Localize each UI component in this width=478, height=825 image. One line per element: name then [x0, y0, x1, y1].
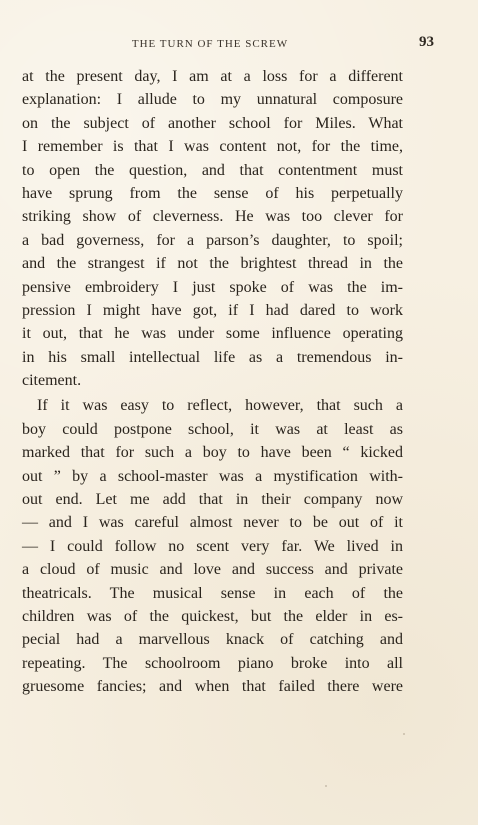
paper-speck — [403, 733, 405, 735]
text-line: I remember is that I was content not, for the time, — [22, 138, 403, 156]
text-line: in his small intellectual life as a tremendous in- — [22, 348, 403, 366]
text-line: to open the question, and that contentment must — [22, 161, 403, 179]
text-line: — I could follow no scent very far. We lived in — [22, 537, 403, 555]
text-line: pression I might have got, if I had dared to work — [22, 301, 403, 319]
running-head: THE TURN OF THE SCREW — [131, 38, 289, 50]
text-line: striking show of cleverness. He was too clever for — [22, 208, 403, 226]
text-line: — and I was careful almost never to be out of it — [22, 514, 403, 532]
text-line: pensive embroidery I just spoke of was the im- — [22, 278, 403, 296]
text-line: If it was easy to reflect, however, that such a — [37, 397, 403, 415]
text-line: gruesome fancies; and when that failed there were — [22, 678, 403, 696]
text-line: and the strangest if not the brightest thread in the — [22, 255, 403, 273]
paper-speck — [325, 785, 327, 787]
paragraph-1 — [22, 65, 403, 392]
text-line: repeating. The schoolroom piano broke into all — [22, 654, 403, 672]
text-line: citement. — [22, 372, 82, 390]
text-line: a cloud of music and love and success and private — [22, 561, 403, 579]
text-line: it out, that he was under some influence operating — [22, 325, 403, 343]
page-number: 93 — [419, 34, 434, 50]
text-line: boy could postpone school, it was at least as — [22, 420, 403, 438]
body-text — [22, 65, 403, 699]
text-line: theatricals. The musical sense in each of the — [22, 584, 403, 602]
text-line: children was of the quickest, but the elder in es- — [22, 607, 403, 625]
text-line: on the subject of another school for Miles. What — [22, 114, 403, 132]
paragraph-2 — [22, 394, 403, 698]
text-line: have sprung from the sense of his perpetually — [22, 184, 403, 202]
text-line: a bad governess, for a parson’s daughter, to spoil; — [22, 231, 403, 249]
text-line: explanation: I allude to my unnatural composure — [22, 91, 403, 109]
text-line: marked that for such a boy to have been “ kicked — [22, 444, 403, 462]
text-line: pecial had a marvellous knack of catching and — [22, 631, 403, 649]
text-line: out ” by a school-master was a mystification with- — [22, 467, 403, 485]
text-line: out end. Let me add that in their company now — [22, 491, 403, 509]
text-line: at the present day, I am at a loss for a different — [22, 68, 403, 85]
